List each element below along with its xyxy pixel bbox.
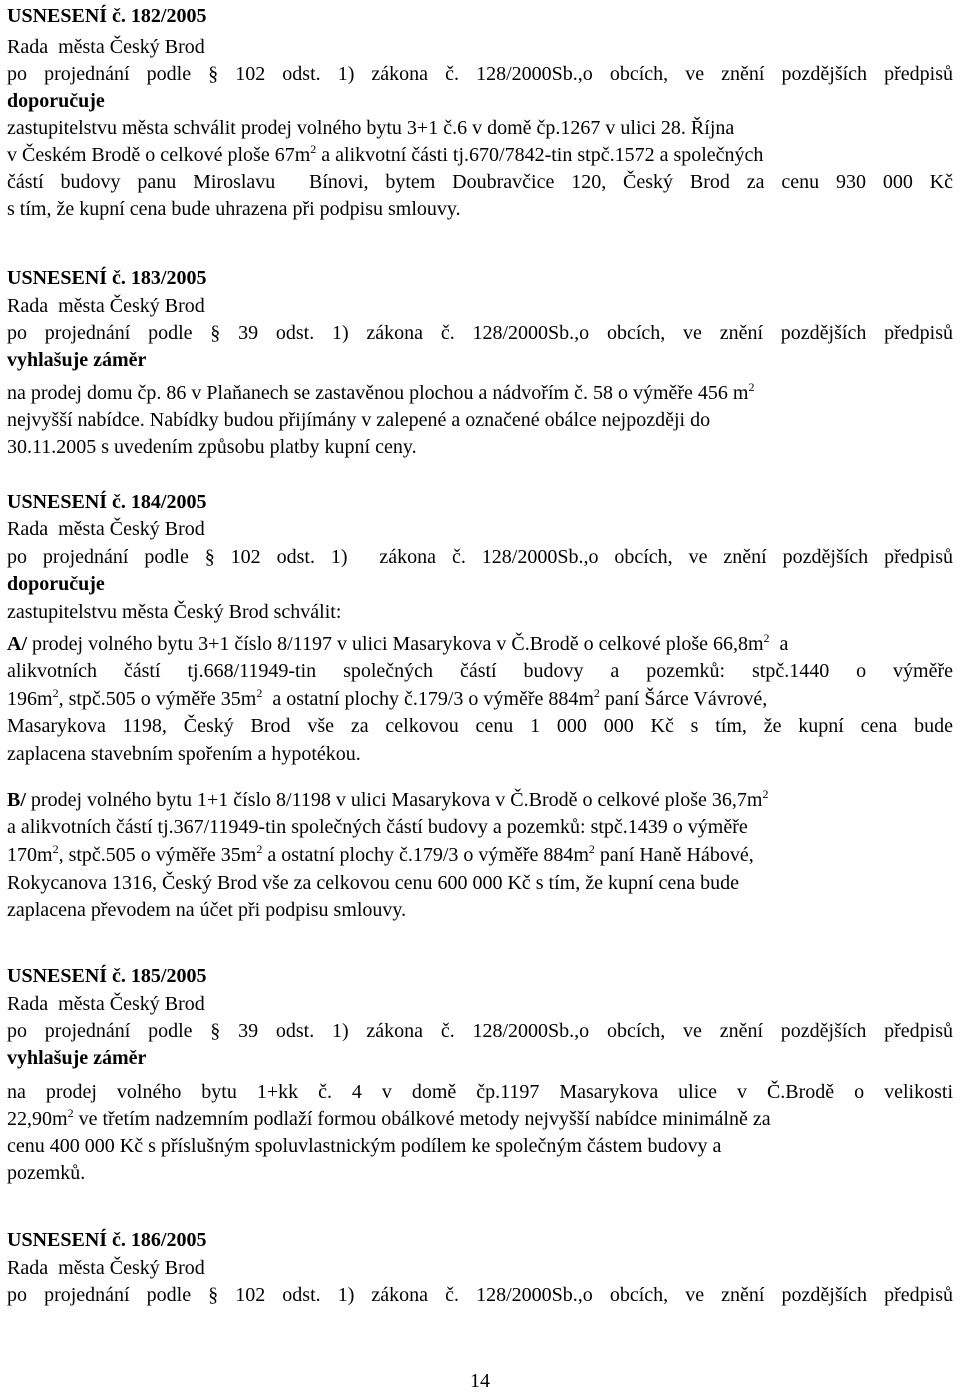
resolution-184-part-b-line: $170m^2$, stpč.505 o výměře $35m^2$ a ostatní plochy č.179/3 o výměře $884m^2$ paní Haně Hábové, bbox=[7, 842, 754, 866]
resolution-183-heading: USNESENÍ č. 183/2005 bbox=[7, 267, 207, 289]
resolution-182-legal: po projednání podle § 102 odst. 1) zákona č. 128/2000Sb.,o obcích, ve znění pozdějších předpisů bbox=[7, 63, 953, 85]
page-number: 14 bbox=[470, 1370, 490, 1392]
resolution-184-part-a-line: alikvotních částí tj.668/11949-tin společných částí budovy a pozemků: stpč.1440 o výměře bbox=[7, 660, 953, 682]
resolution-185-text-line: cenu 400 000 Kč s příslušným spoluvlastnickým podílem ke společným částem budovy a bbox=[7, 1135, 722, 1157]
resolution-183-body: Rada města Český Brod bbox=[7, 295, 205, 317]
resolution-186-legal: po projednání podle § 102 odst. 1) zákona č. 128/2000Sb.,o obcích, ve znění pozdějších předpisů bbox=[7, 1284, 953, 1306]
resolution-183-text-line: 30.11.2005 s uvedením způsobu platby kupní ceny. bbox=[7, 436, 417, 458]
resolution-185-body: Rada města Český Brod bbox=[7, 993, 205, 1015]
resolution-186-heading: USNESENÍ č. 186/2005 bbox=[7, 1229, 207, 1251]
resolution-183-text-line: nejvyšší nabídce. Nabídky budou přijímány v zalepené a označené obálce nejpozději do bbox=[7, 409, 711, 431]
resolution-184-part-b-line: B/ prodej volného bytu 1+1 číslo 8/1198 v ulici Masarykova v Č.Brodě o celkové ploše $36,7m^2$ bbox=[7, 787, 769, 811]
resolution-183-text-line: na prodej domu čp. 86 v Plaňanech se zastavěnou plochou a nádvořím č. 58 o výměře 456 $m^2$ bbox=[7, 380, 755, 404]
resolution-184-part-b-line: zaplacena převodem na účet při podpisu smlouvy. bbox=[7, 899, 407, 921]
resolution-185-legal: po projednání podle § 39 odst. 1) zákona č. 128/2000Sb.,o obcích, ve znění pozdějších předpisů bbox=[7, 1020, 953, 1042]
resolution-184-heading: USNESENÍ č. 184/2005 bbox=[7, 491, 207, 513]
resolution-184-verb: doporučuje bbox=[7, 573, 105, 595]
resolution-184-part-a-line: zaplacena stavebním spořením a hypotékou. bbox=[7, 743, 361, 765]
resolution-185-text-line: $22,90m^2$ ve třetím nadzemním podlaží formou obálkové metody nejvyšší nabídce minimálně za bbox=[7, 1106, 771, 1130]
resolution-184-part-a-line: A/ prodej volného bytu 3+1 číslo 8/1197 v ulici Masarykova v Č.Brodě o celkové ploše $66,8m^2$ a bbox=[7, 631, 789, 655]
resolution-183-legal: po projednání podle § 39 odst. 1) zákona č. 128/2000Sb.,o obcích, ve znění pozdějších předpisů bbox=[7, 322, 953, 344]
resolution-185-heading: USNESENÍ č. 185/2005 bbox=[7, 965, 207, 987]
resolution-182-body: Rada města Český Brod bbox=[7, 36, 205, 58]
part-a-marker: A/ bbox=[7, 633, 27, 655]
resolution-185-text-line: na prodej volného bytu 1+kk č. 4 v domě čp.1197 Masarykova ulice v Č.Brodě o velikosti bbox=[7, 1081, 953, 1103]
resolution-182-text-line: zastupitelstvu města schválit prodej volného bytu 3+1 č.6 v domě čp.1267 v ulici 28. Října bbox=[7, 117, 735, 139]
resolution-182-text-line: v Českém Brodě o celkové ploše $67m^2$ a alikvotní části tj.670/7842-tin stpč.1572 a společných bbox=[7, 142, 764, 166]
resolution-184-legal: po projednání podle § 102 odst. 1) zákona č. 128/2000Sb.,o obcích, ve znění pozdějších předpisů bbox=[7, 546, 953, 568]
resolution-184-body: Rada města Český Brod bbox=[7, 518, 205, 540]
resolution-184-part-a-line: $196m^2$, stpč.505 o výměře $35m^2$ a ostatní plochy č.179/3 o výměře $884m^2$ paní Šárce Vávrové, bbox=[7, 686, 768, 710]
resolution-182-text-line: s tím, že kupní cena bude uhrazena při podpisu smlouvy. bbox=[7, 198, 461, 220]
resolution-185-text-line: pozemků. bbox=[7, 1162, 86, 1184]
resolution-183-verb: vyhlašuje záměr bbox=[7, 349, 147, 371]
resolution-184-intro: zastupitelstvu města Český Brod schválit: bbox=[7, 601, 342, 623]
part-b-marker: B/ bbox=[7, 789, 26, 811]
resolution-182-verb: doporučuje bbox=[7, 90, 105, 112]
resolution-182-heading: USNESENÍ č. 182/2005 bbox=[7, 5, 207, 27]
resolution-184-part-b-line: a alikvotních částí tj.367/11949-tin společných částí budovy a pozemků: stpč.1439 o výměře bbox=[7, 816, 748, 838]
resolution-185-verb: vyhlašuje záměr bbox=[7, 1047, 147, 1069]
resolution-186-body: Rada města Český Brod bbox=[7, 1257, 205, 1279]
resolution-182-text-line: částí budovy panu Miroslavu Bínovi, bytem Doubravčice 120, Český Brod za cenu 930 000 Kč bbox=[7, 171, 953, 193]
resolution-184-part-a-line: Masarykova 1198, Český Brod vše za celkovou cenu 1 000 000 Kč s tím, že kupní cena bude bbox=[7, 715, 953, 737]
resolution-184-part-b-line: Rokycanova 1316, Český Brod vše za celkovou cenu 600 000 Kč s tím, že kupní cena bude bbox=[7, 872, 740, 894]
